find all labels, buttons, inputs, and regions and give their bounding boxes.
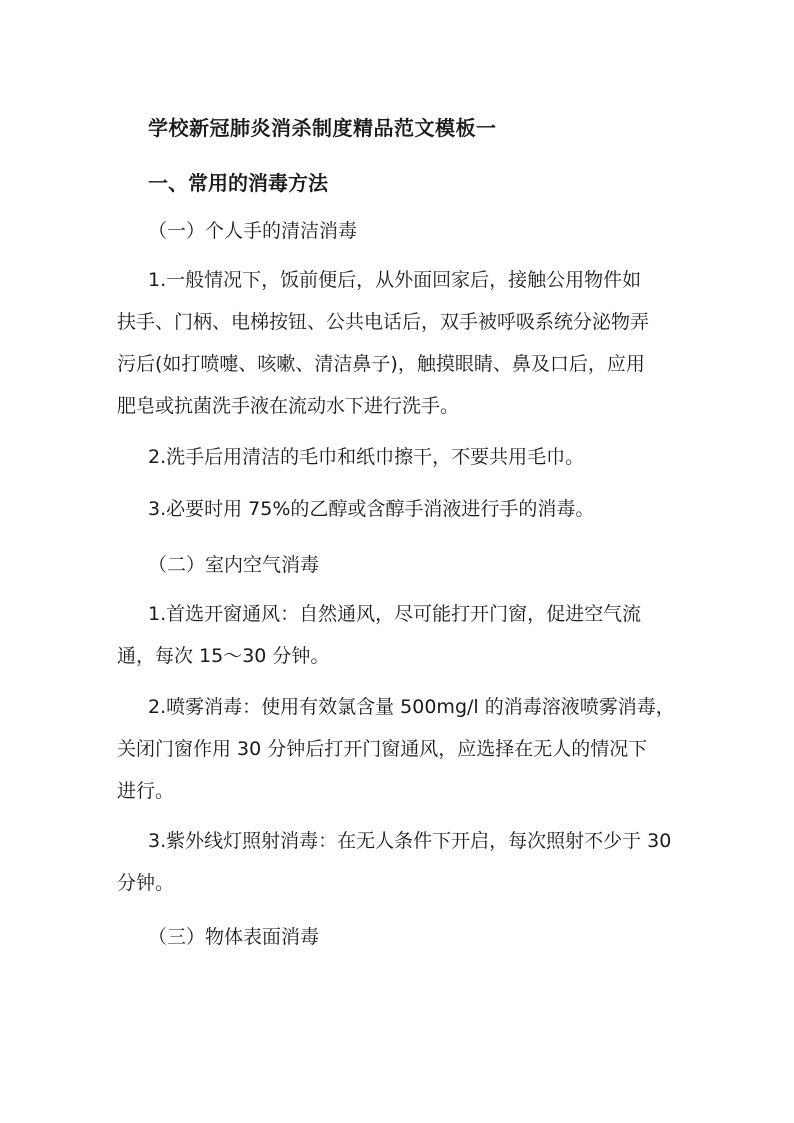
paragraph-line: 3.必要时用 75%的乙醇或含醇手消液进行手的消毒。	[148, 498, 595, 520]
paragraph-line: 1.一般情况下，饭前便后，从外面回家后，接触公用物件如	[148, 269, 642, 291]
paragraph-line: 污后(如打喷嚏、咳嗽、清洁鼻子)，触摸眼睛、鼻及口后，应用	[117, 353, 645, 375]
paragraph-5	[117, 686, 677, 812]
document-title: 学校新冠肺炎消杀制度精品范文模板一	[148, 116, 497, 140]
paragraph-line: 3.紫外线灯照射消毒：在无人条件下开启，每次照射不少于 30	[148, 830, 672, 852]
paragraph-line: 2.洗手后用清洁的毛巾和纸巾擦干，不要共用毛巾。	[148, 446, 585, 468]
subsection-heading-3: （三）物体表面消毒	[148, 926, 320, 948]
paragraph-3	[117, 488, 677, 530]
paragraph-4	[117, 593, 677, 677]
paragraph-line: 2.喷雾消毒：使用有效氯含量 500mg/l 的消毒溶液喷雾消毒，	[148, 696, 675, 718]
paragraph-line: 肥皂或抗菌洗手液在流动水下进行洗手。	[117, 395, 460, 417]
paragraph-6	[117, 820, 677, 904]
paragraph-1	[117, 259, 677, 427]
paragraph-line: 关闭门窗作用 30 分钟后打开门窗通风，应选择在无人的情况下	[117, 738, 648, 760]
paragraph-line: 进行。	[117, 780, 175, 802]
subsection-heading-1: （一）个人手的清洁消毒	[148, 220, 358, 242]
paragraph-line: 分钟。	[117, 872, 175, 894]
paragraph-line: 扶手、门柄、电梯按钮、公共电话后，双手被呼吸系统分泌物弄	[117, 311, 650, 333]
paragraph-line: 1.首选开窗通风：自然通风，尽可能打开门窗，促进空气流	[148, 603, 642, 625]
section-heading: 一、常用的消毒方法	[148, 171, 328, 195]
paragraph-2	[117, 436, 677, 478]
subsection-heading-2: （二）室内空气消毒	[148, 554, 320, 576]
paragraph-line: 通，每次 15～30 分钟。	[117, 645, 330, 667]
